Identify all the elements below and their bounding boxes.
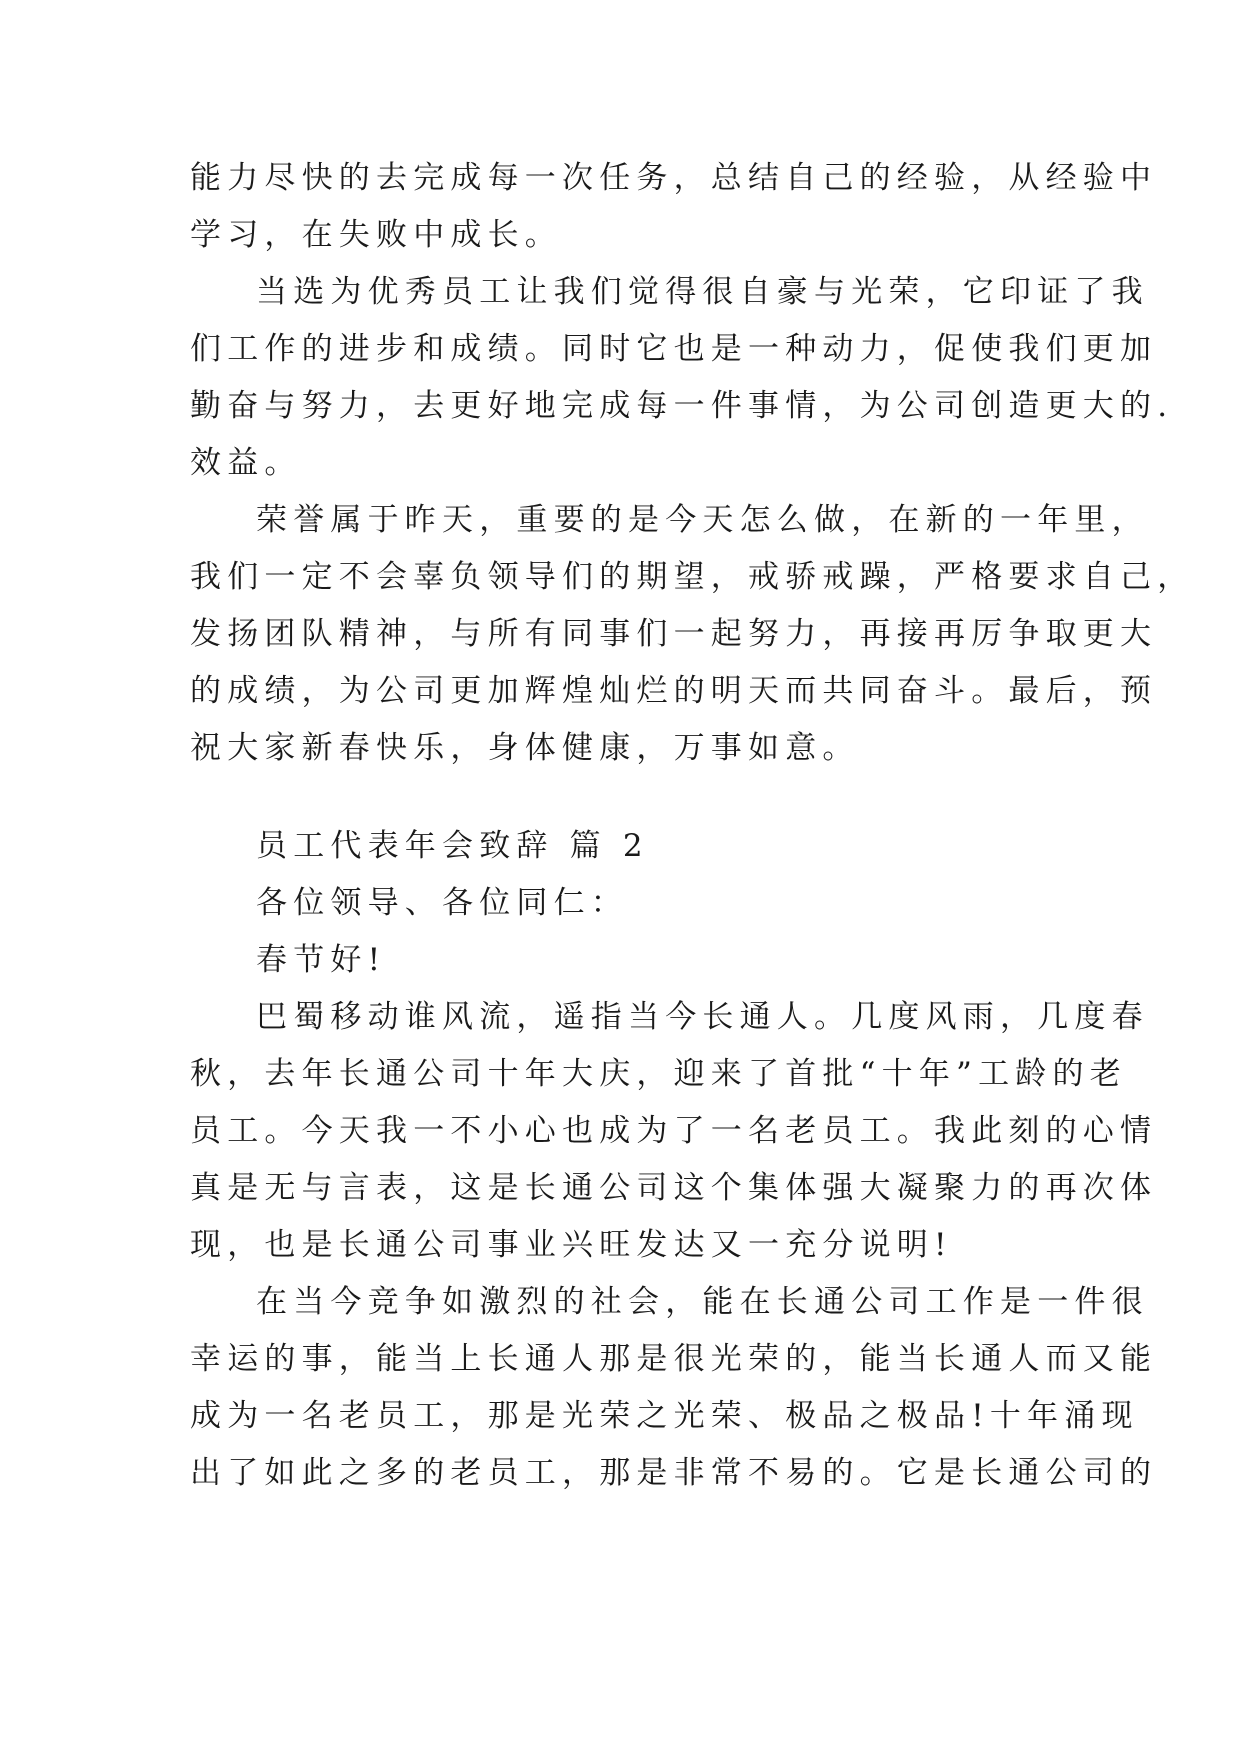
text-line: 出了如此之多的老员工，那是非常不易的。它是长通公司的 xyxy=(190,1455,1158,1491)
text-line: 秋，去年长通公司十年大庆，迎来了首批“十年”工龄的老 xyxy=(190,1056,1127,1092)
text-line: 员工。今天我一不小心也成为了一名老员工。我此刻的心情 xyxy=(190,1113,1158,1149)
text-line: 祝大家新春快乐，身体健康，万事如意。 xyxy=(190,730,860,766)
text-line: 发扬团队精神，与所有同事们一起努力，再接再厉争取更大 xyxy=(190,616,1158,652)
text-line: 成为一名老员工，那是光荣之光荣、极品之极品!十年涌现 xyxy=(190,1398,1139,1434)
paragraph-start: 巴蜀移动谁风流，遥指当今长通人。几度风雨，几度春 xyxy=(256,999,1149,1035)
text-line: 们工作的进步和成绩。同时它也是一种动力，促使我们更加 xyxy=(190,331,1158,367)
section-heading: 员工代表年会致辞 篇 2 xyxy=(256,828,649,864)
text-line: 效益。 xyxy=(190,445,302,481)
greeting: 春节好! xyxy=(256,942,387,978)
text-line: 勤奋与努力，去更好地完成每一件事情，为公司创造更大的. xyxy=(190,388,1174,424)
text-line: 真是无与言表，这是长通公司这个集体强大凝聚力的再次体 xyxy=(190,1170,1158,1206)
text-line: 能力尽快的去完成每一次任务，总结自己的经验，从经验中 xyxy=(190,160,1158,196)
text-line: 幸运的事，能当上长通人那是很光荣的，能当长通人而又能 xyxy=(190,1341,1158,1377)
text-line: 学习，在失败中成长。 xyxy=(190,217,562,253)
paragraph-start: 在当今竞争如激烈的社会，能在长通公司工作是一件很 xyxy=(256,1284,1149,1320)
text-line: 现，也是长通公司事业兴旺发达又一充分说明! xyxy=(190,1227,953,1263)
text-line: 的成绩，为公司更加辉煌灿烂的明天而共同奋斗。最后，预 xyxy=(190,673,1158,709)
text-line: 我们一定不会辜负领导们的期望，戒骄戒躁，严格要求自己， xyxy=(190,559,1195,595)
salutation: 各位领导、各位同仁： xyxy=(256,885,628,921)
paragraph-start: 当选为优秀员工让我们觉得很自豪与光荣，它印证了我 xyxy=(256,274,1149,310)
paragraph-start: 荣誉属于昨天，重要的是今天怎么做，在新的一年里， xyxy=(256,502,1149,538)
